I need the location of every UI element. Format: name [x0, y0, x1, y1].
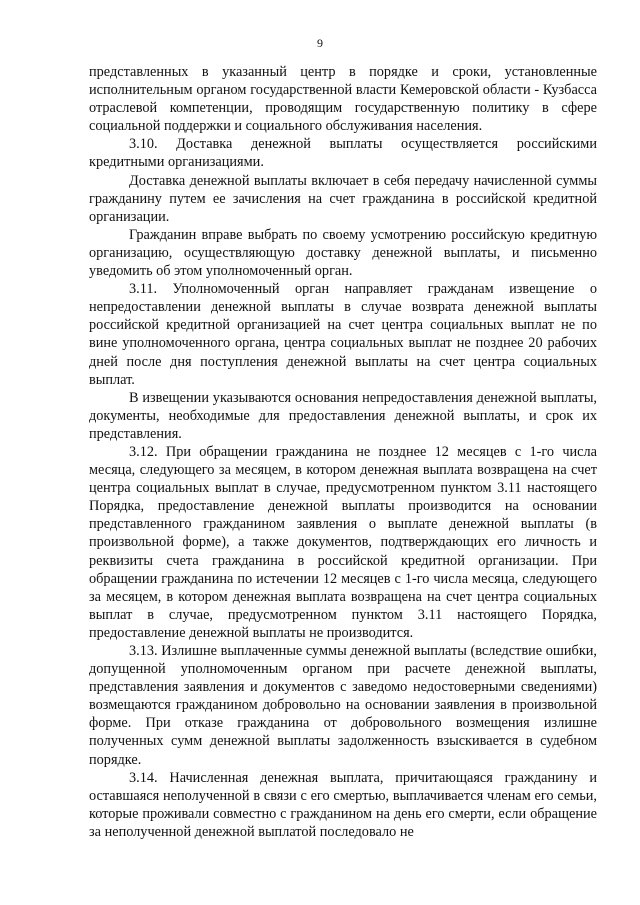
page-number: 9 — [317, 36, 323, 50]
paragraph-notice-contents: В извещении указываются основания непредоставления денежной выплаты, документы, необходимые для предоставления денежной выплаты, и срок их представления. — [89, 389, 597, 442]
paragraph-citizen-choice: Гражданин вправе выбрать по своему усмотрению российскую кредитную организацию, осуществляющую доставку денежной выплаты, и письменно уведомить об этом уполномоченный орган. — [89, 226, 597, 280]
paragraph-delivery-description: Доставка денежной выплаты включает в себя передачу начисленной суммы гражданину путем ее зачисления на счет гражданина в российской кредитной организации. — [89, 172, 597, 225]
paragraph-3-11: 3.11. Уполномоченный орган направляет гражданам извещение о непредоставлении денежной выплаты в случае возврата денежной выплаты российской кредитной организацией на счет центра социальных выплат не по вине уполномоченного органа, центра социальных выплат не позднее 20 рабочих дней после дня поступления денежной выплаты на счет центра социальных выплат. — [89, 281, 597, 388]
paragraph-3-13: 3.13. Излишне выплаченные суммы денежной выплаты (вследствие ошибки, допущенной уполномоченным органом при расчете денежной выплаты, представления заявления и документов с заведомо недостоверными сведениями) возмещаются гражданином добровольно на основании заявления в произвольной форме. При отказе гражданина от добровольного возмещения излишне полученных сумм денежной выплаты задолженность взыскивается в судебном порядке. — [89, 643, 597, 768]
paragraph-3-14: 3.14. Начисленная денежная выплата, причитающаяся гражданину и оставшаяся неполученной в связи с его смертью, выплачивается членам его семьи, которые проживали совместно с гражданином на день его смерти, если обращение за неполученной денежной выплатой последовало не — [89, 769, 597, 840]
paragraph-3-12: 3.12. При обращении гражданина не позднее 12 месяцев с 1-го числа месяца, следующего за месяцем, в котором денежная выплата возвращена на счет центра социальных выплат в случае, предусмотренном пунктом 3.11 настоящего Порядка, предоставление денежной выплаты производится на основании представленного гражданином заявления о выплате денежной выплаты (в произвольной форме), а также документов, подтверждающих его личность и реквизиты счета гражданина в российской кредитной организации. При обращении гражданина по истечении 12 месяцев с 1-го числа месяца, следующего за месяцем, в котором денежная выплата возвращена на счет центра социальных выплат в случае, предусмотренном пунктом 3.11 настоящего Порядка, предоставление денежной выплаты не производится. — [89, 443, 597, 641]
paragraph-3-10: 3.10. Доставка денежной выплаты осуществляется российскими кредитными организациями. — [89, 136, 597, 171]
paragraph-continuation: представленных в указанный центр в порядке и сроки, установленные исполнительным органом государственной власти Кемеровской области - Кузбасса отраслевой компетенции, проводящим государственную политику в сфере социальной поддержки и социального обслуживания населения. — [89, 64, 597, 135]
document-body — [89, 63, 597, 841]
